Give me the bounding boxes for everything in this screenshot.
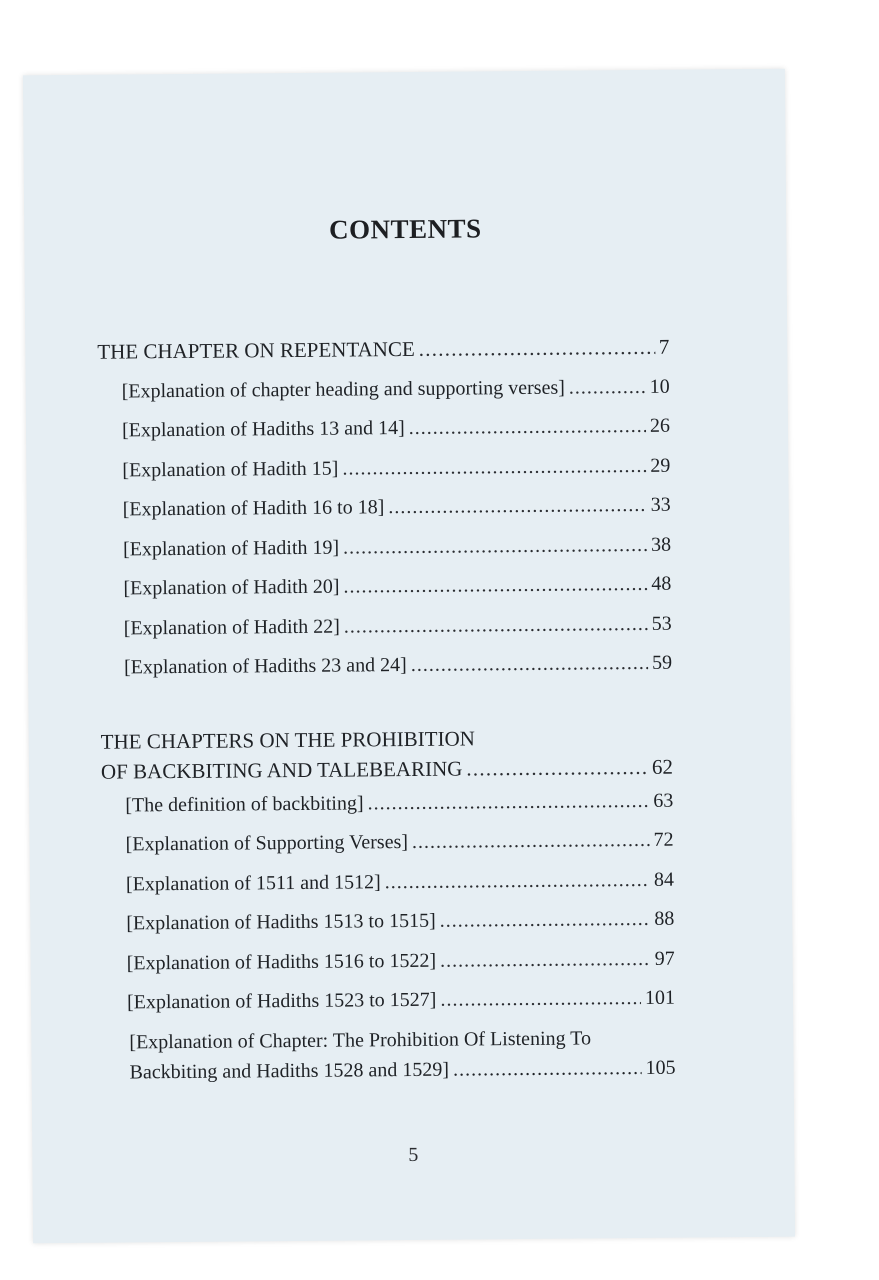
toc-entry (102, 900, 674, 944)
entry-page: 29 (650, 454, 671, 477)
dot-leader (440, 939, 651, 980)
entry-page: 97 (654, 947, 675, 970)
dot-leader (466, 751, 648, 783)
dot-leader (388, 486, 647, 528)
entry-text: [Explanation of Hadiths 13 and 14] (121, 417, 405, 442)
entry-text: [Explanation of Hadiths 1523 to 1527] (126, 988, 437, 1014)
entry-page: 38 (650, 533, 672, 556)
entry-text: [Explanation of chapter heading and supporting verses] (121, 376, 565, 402)
chapter-page: 62 (651, 754, 674, 779)
entry-page: 63 (653, 789, 674, 812)
entry-page: 72 (653, 828, 674, 851)
dot-leader (569, 367, 646, 407)
toc-entry (100, 604, 672, 648)
entry-text-line1: [Explanation of Chapter: The Prohibition Of Listening To (129, 1026, 592, 1053)
chapter-page: 7 (658, 334, 670, 359)
entry-line2-row (129, 1052, 675, 1087)
dot-leader (453, 1052, 642, 1084)
entry-page: 26 (649, 414, 671, 437)
entry-page: 59 (651, 651, 673, 674)
toc-chapter-1 (97, 328, 669, 372)
toc-chapter-2 (101, 721, 674, 786)
entry-page: 88 (654, 907, 675, 930)
entry-page: 33 (650, 493, 671, 516)
dot-leader (412, 821, 650, 863)
entry-page: 101 (644, 986, 676, 1009)
toc-entry (101, 781, 673, 825)
toc-entry (103, 979, 675, 1023)
toc-entry (101, 821, 673, 865)
entry-text: [Explanation of Hadith 16 to 18] (122, 496, 385, 521)
entry-page: 105 (645, 1056, 676, 1079)
book-page (23, 69, 795, 1244)
dot-leader (343, 565, 647, 607)
toc-entry (98, 367, 670, 411)
chapter-title-line1: THE CHAPTERS ON THE PROHIBITION (100, 725, 475, 754)
entry-text: [Explanation of Supporting Verses] (125, 831, 409, 856)
entry-text: [The definition of backbiting] (125, 791, 364, 816)
entry-text-line2: Backbiting and Hadiths 1528 and 1529] (129, 1058, 450, 1083)
chapter-title: THE CHAPTER ON REPENTANCE (97, 336, 415, 364)
chapter-title-line2: OF BACKBITING AND TALEBEARING (100, 756, 463, 784)
entry-text: [Explanation of Hadiths 23 and 24] (123, 654, 407, 679)
entry-text: [Explanation of Hadith 19] (122, 536, 340, 560)
table-of-contents (97, 328, 676, 1087)
entry-page: 53 (651, 612, 672, 635)
dot-leader (411, 644, 649, 686)
entry-text: [Explanation of 1511 and 1512] (125, 870, 381, 895)
entry-text: [Explanation of Hadith 22] (123, 615, 340, 639)
toc-entry (98, 407, 670, 451)
toc-entry (99, 565, 671, 609)
entry-text: [Explanation of Hadith 20] (123, 575, 340, 600)
toc-entry-multiline (103, 1022, 676, 1087)
entry-page: 10 (649, 375, 670, 398)
entry-text: [Explanation of Hadiths 1513 to 1515] (126, 909, 436, 935)
dot-leader (385, 860, 651, 902)
dot-leader (367, 781, 649, 823)
entry-text: [Explanation of Hadiths 1516 to 1522] (126, 949, 437, 974)
toc-entry (99, 486, 671, 530)
toc-entry (100, 644, 672, 688)
toc-entry (99, 525, 671, 569)
toc-entry (102, 860, 674, 904)
dot-leader (419, 328, 655, 370)
dot-leader (342, 446, 646, 488)
dot-leader (343, 525, 647, 567)
toc-entry (98, 446, 670, 490)
dot-leader (440, 979, 641, 1020)
entry-page: 84 (653, 868, 675, 891)
dot-leader (344, 604, 648, 646)
page-number: 5 (408, 1143, 419, 1167)
toc-entry (103, 939, 675, 983)
chapter-title-line2-row (101, 751, 673, 786)
page-title: CONTENTS (328, 213, 482, 245)
dot-leader (409, 407, 647, 449)
entry-text: [Explanation of Hadith 15] (122, 457, 339, 481)
entry-page: 48 (651, 572, 672, 595)
dot-leader (440, 900, 651, 941)
